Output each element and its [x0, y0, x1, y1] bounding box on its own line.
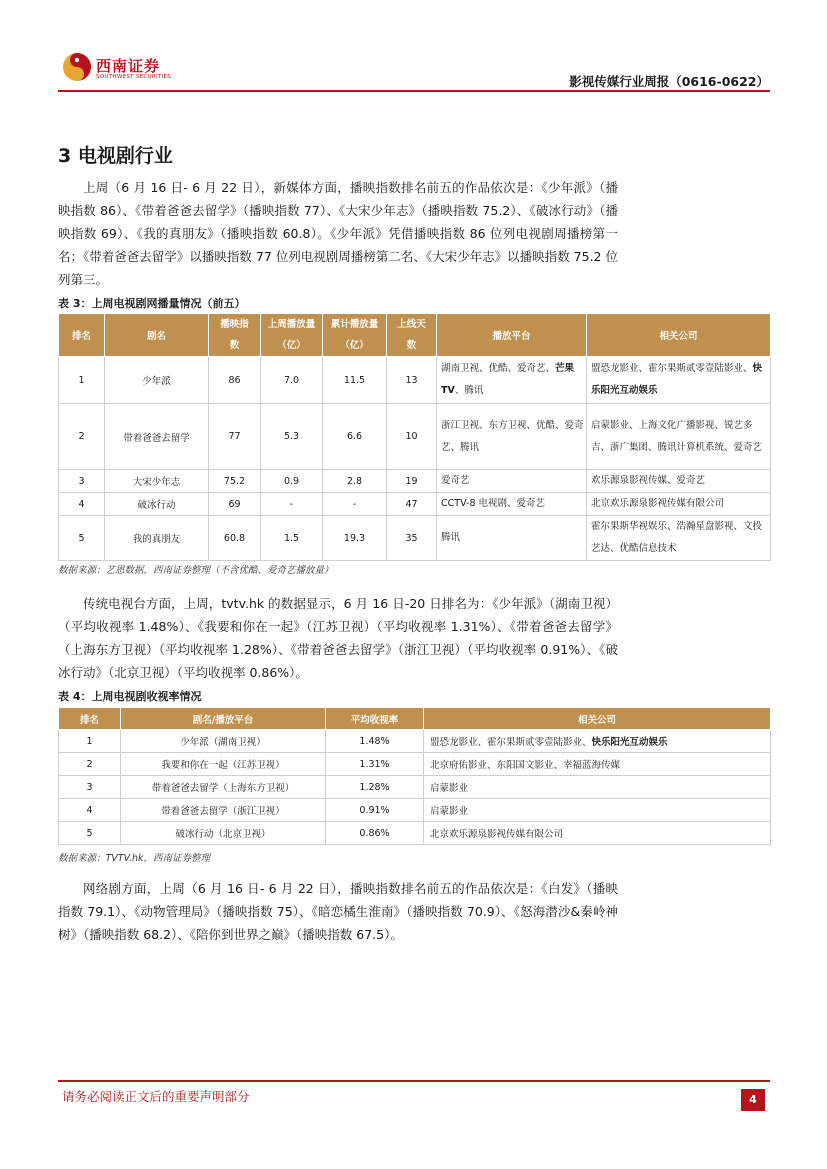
cell-index: 69: [209, 493, 261, 516]
paragraph-new-media: [58, 176, 618, 291]
table4-source: 数据来源：TVTV.hk，西南证券整理: [58, 853, 211, 864]
cell-name: 少年派: [105, 357, 209, 404]
cell-name: 我要和你在一起（江苏卫视）: [121, 753, 326, 776]
cell-name: 我的真朋友: [105, 516, 209, 561]
cell-company: 启蒙影业、上海文化广播影视、锐艺多吉、浙广集团、腾讯计算机系统、爱奇艺: [587, 404, 771, 470]
cell-rank: 1: [59, 730, 121, 753]
paragraph-text: 网络剧方面，上周（6 月 16 日- 6 月 22 日），播映指数排名前五的作品依次是：《白发》（播映指数 79.1）、《动物管理局》（播映指数 75）、《暗恋橘生淮南》（播映指数 70.9）、《怒海潜沙&秦岭神树》（播映指数 68.2）、《陪你到世界之巅》（播映指数 67.5）。: [58, 881, 618, 942]
cell-platform: CCTV-8 电视剧、爱奇艺: [437, 493, 587, 516]
table4-header-rank: 排名: [59, 708, 121, 730]
table3-caption: 表 3：上周电视剧网播量情况（前五）: [58, 297, 246, 310]
cell-platform: 浙江卫视、东方卫视、优酷、爱奇艺、腾讯: [437, 404, 587, 470]
cell-company: 北京府佑影业、东阳国文影业、幸福蓝海传媒: [424, 753, 771, 776]
cell-company: 北京欢乐源泉影视传媒有限公司: [424, 822, 771, 845]
cell-index: 77: [209, 404, 261, 470]
cell-rank: 2: [59, 753, 121, 776]
table4: [58, 707, 771, 845]
header-divider: [58, 90, 770, 92]
cell-rank: 4: [59, 799, 121, 822]
cell-name: 带着爸爸去留学（上海东方卫视）: [121, 776, 326, 799]
cell-days: 13: [387, 357, 437, 404]
company-text: 盟恐龙影业、霍尔果斯贰零壹陆影业、: [591, 363, 753, 374]
platform-text-bold: 芒果 TV: [441, 363, 575, 396]
table3-header-total: 累计播放量（亿）: [323, 314, 387, 357]
cell-days: 47: [387, 493, 437, 516]
cell-index: 75.2: [209, 470, 261, 493]
cell-week: 0.9: [261, 470, 323, 493]
cell-name: 破冰行动（北京卫视）: [121, 822, 326, 845]
table3-header-platform: 播放平台: [437, 314, 587, 357]
cell-name: 破冰行动: [105, 493, 209, 516]
table3: [58, 313, 771, 561]
cell-total: 6.6: [323, 404, 387, 470]
table4-caption: 表 4：上周电视剧收视率情况: [58, 690, 202, 703]
logo-emblem-icon: [62, 52, 92, 82]
cell-rate: 1.48%: [326, 730, 424, 753]
cell-company: [424, 730, 771, 753]
cell-index: 86: [209, 357, 261, 404]
cell-name: 带着爸爸去留学: [105, 404, 209, 470]
table3-source: 数据来源：艺恩数据，西南证券整理（不含优酷、爱奇艺播放量）: [58, 565, 334, 576]
cell-rate: 0.86%: [326, 822, 424, 845]
cell-company: 北京欢乐源泉影视传媒有限公司: [587, 493, 771, 516]
table-row: [59, 357, 771, 404]
cell-company: 霍尔果斯华视娱乐、浩瀚星盘影视、文投艺达、优酷信息技术: [587, 516, 771, 561]
company-text-bold: 快乐阳光互动娱乐: [591, 737, 668, 748]
page-number: 4: [741, 1089, 765, 1111]
footer-divider: [58, 1080, 770, 1082]
platform-text: 、腾讯: [454, 385, 484, 396]
cell-company: 启蒙影业: [424, 799, 771, 822]
table3-header-name: 剧名: [105, 314, 209, 357]
cell-index: 60.8: [209, 516, 261, 561]
cell-rank: 5: [59, 822, 121, 845]
cell-company: 欢乐源泉影视传媒、爱奇艺: [587, 470, 771, 493]
paragraph-tv: [58, 592, 618, 684]
cell-week: 5.3: [261, 404, 323, 470]
table4-header-name: 剧名/播放平台: [121, 708, 326, 730]
cell-platform: [437, 357, 587, 404]
cell-week: 1.5: [261, 516, 323, 561]
table-row: [59, 493, 771, 516]
footer-disclaimer: 请务必阅读正文后的重要声明部分: [62, 1089, 250, 1104]
platform-text: 湖南卫视、优酷、爱奇艺、: [441, 363, 556, 374]
cell-platform: 爱奇艺: [437, 470, 587, 493]
cell-total: 11.5: [323, 357, 387, 404]
cell-rank: 4: [59, 493, 105, 516]
cell-rank: 3: [59, 470, 105, 493]
table3-header-rank: 排名: [59, 314, 105, 357]
cell-days: 10: [387, 404, 437, 470]
cell-name: 大宋少年志: [105, 470, 209, 493]
logo-text-en: SOUTHWEST SECURITIES: [96, 74, 172, 80]
table-row: [59, 822, 771, 845]
report-title: 影视传媒行业周报（0616-0622）: [569, 74, 769, 89]
table4-header-company: 相关公司: [424, 708, 771, 730]
table-row: [59, 799, 771, 822]
table-row: [59, 404, 771, 470]
table3-header-week: 上周播放量（亿）: [261, 314, 323, 357]
cell-company: [587, 357, 771, 404]
cell-total: -: [323, 493, 387, 516]
cell-rate: 1.31%: [326, 753, 424, 776]
table-row: [59, 753, 771, 776]
cell-rank: 1: [59, 357, 105, 404]
company-text-bold: 快乐阳光互动娱乐: [591, 363, 763, 396]
cell-rate: 0.91%: [326, 799, 424, 822]
company-logo: [62, 52, 182, 86]
cell-platform: 腾讯: [437, 516, 587, 561]
company-text: 盟恐龙影业、霍尔果斯贰零壹陆影业、: [430, 737, 592, 748]
table-row: [59, 470, 771, 493]
table3-header-days: 上线天数: [387, 314, 437, 357]
cell-company: 启蒙影业: [424, 776, 771, 799]
cell-rank: 5: [59, 516, 105, 561]
cell-rank: 3: [59, 776, 121, 799]
cell-week: 7.0: [261, 357, 323, 404]
cell-week: -: [261, 493, 323, 516]
cell-total: 19.3: [323, 516, 387, 561]
logo-text-cn: 西南证券: [96, 57, 161, 75]
table3-header-index: 播映指数: [209, 314, 261, 357]
paragraph-text: 传统电视台方面，上周，tvtv.hk 的数据显示，6 月 16 日-20 日排名为：《少年派》（湖南卫视）（平均收视率 1.48%）、《我要和你在一起》（江苏卫视）（平均收视率 1.31%）、《带着爸爸去留学》（上海东方卫视）（平均收视率 1.28%）、《带着爸爸去留学》（浙江卫视）（平均收视率 0.91%）、《破冰行动》（北京卫视）（平均收视率 0.86%）。: [58, 596, 618, 680]
paragraph-text: 上周（6 月 16 日- 6 月 22 日），新媒体方面，播映指数排名前五的作品依次是：《少年派》（播映指数 86）、《带着爸爸去留学》（播映指数 77）、《大宋少年志》（播映指数 75.2）、《破冰行动》（播映指数 69）、《我的真朋友》（播映指数 60.8）。《少年派》凭借播映指数 86 位列电视剧周播榜第一名；《带着爸爸去留学》以播映指数 77 位列电视剧周播榜第二名、《大宋少年志》以播映指数 75.2 位列第三。: [58, 180, 618, 287]
cell-name: 少年派（湖南卫视）: [121, 730, 326, 753]
table-row: [59, 730, 771, 753]
cell-rank: 2: [59, 404, 105, 470]
cell-total: 2.8: [323, 470, 387, 493]
cell-rate: 1.28%: [326, 776, 424, 799]
cell-name: 带着爸爸去留学（浙江卫视）: [121, 799, 326, 822]
cell-days: 19: [387, 470, 437, 493]
cell-days: 35: [387, 516, 437, 561]
paragraph-web-series: [58, 877, 618, 946]
table3-header-company: 相关公司: [587, 314, 771, 357]
table-row: [59, 516, 771, 561]
section-title: 3 电视剧行业: [58, 145, 173, 167]
table4-header-rate: 平均收视率: [326, 708, 424, 730]
table-row: [59, 776, 771, 799]
